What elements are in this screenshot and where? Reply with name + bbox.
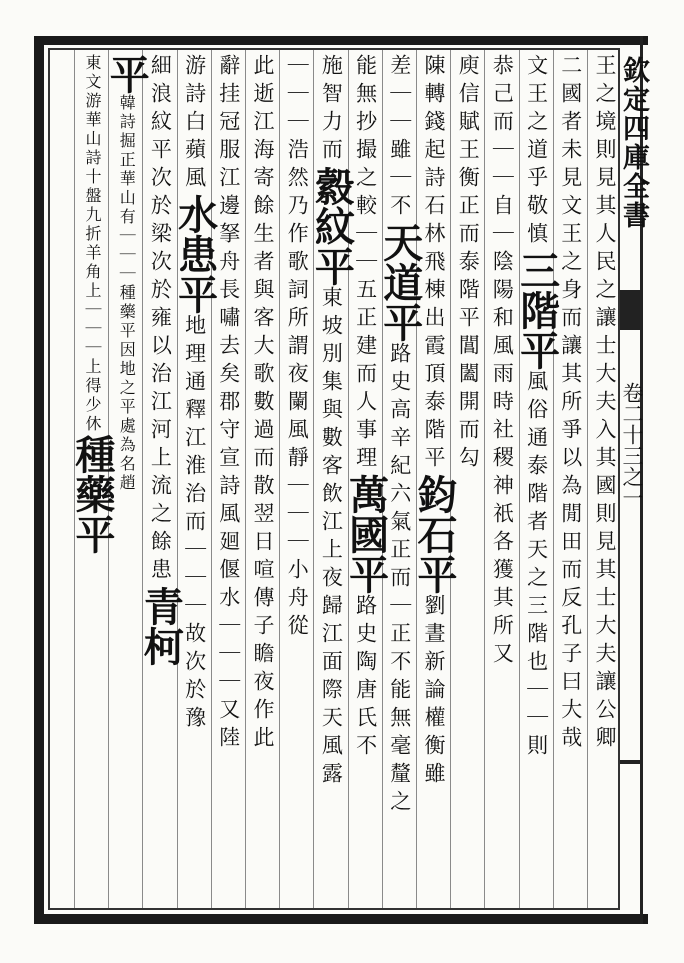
- text-column: [308, 54, 355, 910]
- body-text: 細浪紋平: [148, 54, 173, 166]
- column-rule: [211, 50, 212, 908]
- body-text: 風俗通泰階者天之三階也｜｜則: [524, 370, 549, 762]
- volume-marker: 卷二十三之一: [620, 382, 644, 508]
- body-text: ｜｜｜: [285, 54, 310, 138]
- body-text: 庾信賦王衡正而泰階平閶闔開而勾: [456, 54, 481, 474]
- entry-heading: 種藥平: [69, 434, 115, 554]
- body-text: 東坡別集與數客飲江上夜歸江面際天風露: [319, 286, 344, 790]
- column-rule: [587, 50, 588, 908]
- entry-heading: 天道平: [376, 222, 423, 342]
- entry-heading: 青柯: [137, 586, 184, 666]
- body-text: 浩然乃作歌詞所謂夜闌風靜｜｜｜小舟從: [285, 138, 310, 642]
- body-text: 王之境則見其人民之讓士大夫入其國則見其士大夫讓公卿: [593, 54, 617, 754]
- frame-top-border: [34, 36, 648, 45]
- text-column: [556, 54, 586, 910]
- text-column: [248, 54, 278, 910]
- body-text: 次於梁次於雍以治江河上流之餘患: [148, 166, 173, 586]
- column-rule: [279, 50, 280, 908]
- running-title: 欽定四庫全書: [618, 56, 649, 230]
- column-rule: [553, 50, 554, 908]
- column-rule: [245, 50, 246, 908]
- body-text: 路史高辛紀六氣正而｜: [387, 342, 412, 622]
- body-text: 文王之道乎敬慎: [524, 54, 549, 250]
- body-text: 差｜｜雖｜不: [387, 54, 412, 222]
- text-column: [137, 54, 184, 910]
- text-column: [453, 54, 483, 910]
- fish-tail-mark: [620, 290, 640, 330]
- frame-left-border: [34, 36, 44, 924]
- frame-inner-left-line: [48, 48, 50, 910]
- body-text: 恭己而｜｜自｜: [490, 54, 515, 250]
- body-text: 陳轉錢起詩石林飛棟出霞頂泰階平: [422, 54, 446, 474]
- body-text: 此逝江海寄餘生者與客大歌數過而散翌日喧傳子瞻夜作此: [251, 54, 275, 754]
- body-text: 辭挂冠服江邊拏舟長嘯去矣郡守宣詩風廻偃水｜｜｜又陸: [216, 54, 241, 754]
- body-text: 劉晝新論權衡雖: [422, 594, 446, 790]
- frame-inner-top-line: [48, 48, 618, 50]
- body-text: 二國者未見文王之身而讓其所爭以為閒田而反孔子曰大哉: [558, 54, 583, 754]
- entry-heading: 水患平: [171, 194, 218, 314]
- text-column: [214, 54, 244, 910]
- text-column: [487, 54, 517, 910]
- entry-heading: 鈞石平: [411, 474, 457, 594]
- body-text: 能無抄撮之較: [353, 54, 378, 222]
- text-column: [411, 54, 457, 910]
- entry-heading: 縠紋平: [308, 166, 355, 286]
- entry-heading: 萬國平: [342, 474, 389, 594]
- annotation-text: 趙: [117, 474, 137, 493]
- body-text: 地理通釋江淮治而｜｜｜故次於豫: [182, 314, 207, 734]
- fold-rule-mark: [620, 760, 640, 764]
- body-text: 陰陽和風雨時社稷神祇各獲其所又: [490, 250, 515, 670]
- column-rule: [177, 50, 178, 908]
- text-column: [171, 54, 218, 910]
- body-text: 正不能無毫釐之: [387, 622, 412, 818]
- text-column: [376, 54, 423, 910]
- text-column: [590, 54, 620, 910]
- text-column: [513, 54, 560, 910]
- annotation-text: 東文游華山詩十盤九折羊角上｜｜｜上得少休: [83, 54, 102, 434]
- body-text: 路史陶唐氏不: [353, 594, 378, 762]
- column-rule: [484, 50, 485, 908]
- annotation-text: 韓詩掘正華山有｜｜｜種藥平因地之平處為名: [117, 94, 137, 474]
- entry-heading: 平: [103, 54, 150, 94]
- text-column: [342, 54, 389, 910]
- column-rule: [519, 50, 520, 908]
- body-text: 游詩白蘋風: [182, 54, 207, 194]
- body-text: 施智力而: [319, 54, 344, 166]
- frame-bottom-border: [34, 914, 648, 924]
- text-column: [103, 54, 150, 910]
- body-text: ｜｜五正建而人事理: [353, 222, 378, 474]
- entry-heading: 三階平: [513, 250, 560, 370]
- text-column: [69, 54, 115, 910]
- column-rule: [142, 50, 143, 908]
- text-column: [282, 54, 312, 910]
